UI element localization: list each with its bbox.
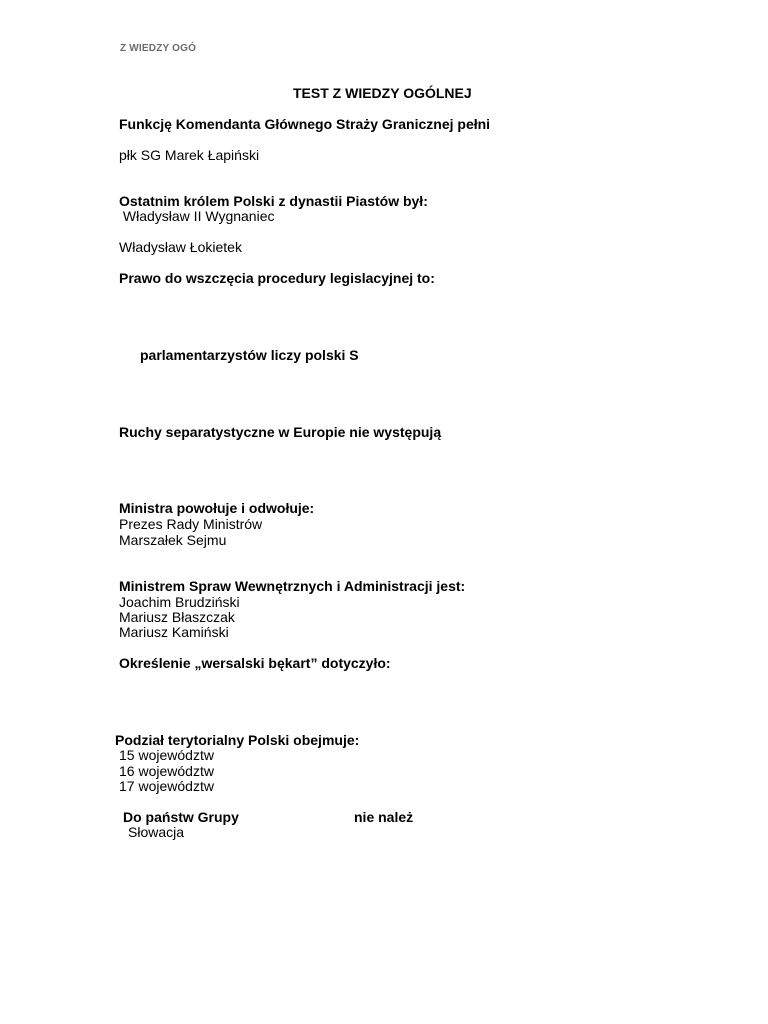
- question-7: Określenie „wersalski bękart” dotyczyło:: [119, 655, 391, 671]
- answer-2-1: Władysław II Wygnaniec: [119, 208, 275, 224]
- question-8: Podział terytorialny Polski obejmuje:: [115, 732, 360, 748]
- answer-2-2: Władysław Łokietek: [119, 239, 242, 255]
- question-2: Ostatnim królem Polski z dynastii Piastów był:: [119, 193, 428, 209]
- answer-6-1: Joachim Brudziński: [119, 594, 240, 610]
- answer-6-2: Mariusz Błaszczak: [119, 609, 235, 625]
- answer-9-1: Słowacja: [128, 824, 185, 840]
- question-6: Ministrem Spraw Wewnętrznych i Administracji jest:: [119, 578, 466, 594]
- answer-5-2: Marszałek Sejmu: [119, 532, 227, 548]
- answer-8-2: 16 województw: [119, 763, 214, 779]
- question-3: Prawo do wszczęcia procedury legislacyjnej to:: [119, 270, 435, 286]
- question-4: Ruchy separatystyczne w Europie nie występują: [119, 424, 442, 440]
- answer-8-3: 17 województw: [119, 778, 214, 794]
- question-9-part-1: Do państw Grupy: [123, 809, 239, 825]
- answer-8-1: 15 województw: [119, 747, 214, 763]
- answer-1-1: płk SG Marek Łapiński: [119, 147, 260, 163]
- page-title: TEST Z WIEDZY OGÓLNEJ: [293, 85, 472, 101]
- running-header: Z WIEDZY OGÓ: [120, 43, 197, 54]
- answer-5-1: Prezes Rady Ministrów: [119, 516, 263, 532]
- question-1: Funkcję Komendanta Głównego Straży Granicznej pełni: [119, 116, 491, 132]
- answer-6-3: Mariusz Kamiński: [119, 624, 229, 640]
- question-5: Ministra powołuje i odwołuje:: [119, 500, 315, 516]
- question-9-part-2: nie należ: [354, 809, 414, 825]
- answer-3-1: parlamentarzystów liczy polski S: [140, 347, 359, 363]
